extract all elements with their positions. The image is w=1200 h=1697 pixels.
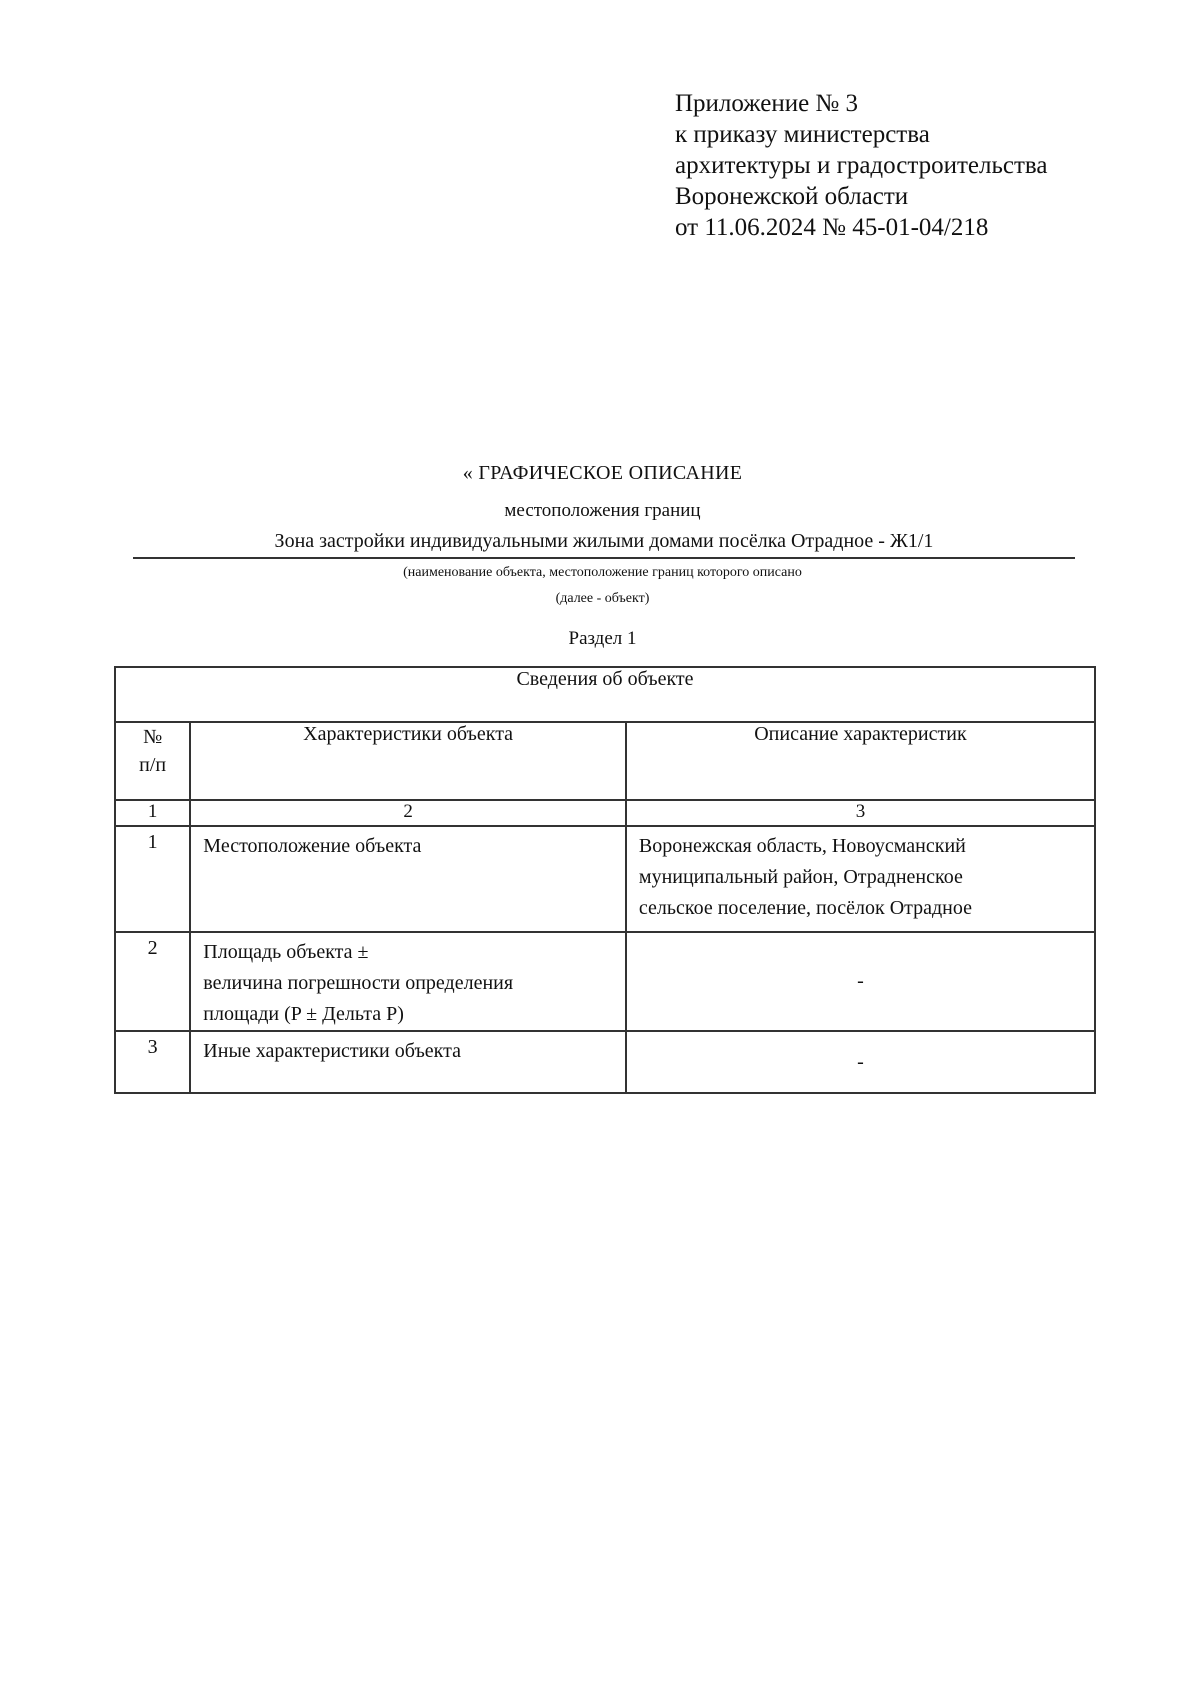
row-characteristic [190, 1031, 626, 1093]
document-subtitle: местоположения границ [504, 500, 701, 521]
text-line: Воронежская область, Новоусманский [638, 835, 966, 857]
appendix-line: от 11.06.2024 № 45-01-04/218 [675, 214, 989, 241]
text-line: - [857, 1050, 864, 1073]
column-header-characteristics: Характеристики объекта [190, 722, 626, 800]
object-name-note-continued: (далее - объект) [555, 591, 650, 606]
row-description [626, 826, 1095, 932]
row-number: 1 [115, 826, 190, 932]
column-header-number-line: № [143, 726, 163, 748]
document-title: « ГРАФИЧЕСКОЕ ОПИСАНИЕ [462, 462, 743, 484]
object-info-table [114, 666, 1096, 1094]
row-number: 3 [115, 1031, 190, 1093]
row-characteristic [190, 932, 626, 1031]
text-line: Иные характеристики объекта [203, 1040, 461, 1062]
row-description [626, 1031, 1095, 1093]
column-header-description: Описание характеристик [626, 722, 1095, 800]
row-characteristic [190, 826, 626, 932]
text-line: - [857, 970, 864, 992]
column-header-number [115, 722, 190, 800]
column-numbers-row [115, 800, 1095, 826]
table-row [115, 932, 1095, 1031]
column-number: 3 [626, 800, 1095, 826]
text-line: сельское поселение, посёлок Отрадное [638, 897, 973, 919]
text-line: Площадь объекта ± [203, 941, 369, 963]
object-name-note: (наименование объекта, местоположение границ которого описано [403, 565, 802, 580]
column-number: 2 [190, 800, 626, 826]
appendix-line: к приказу министерства [675, 121, 930, 148]
appendix-line: Приложение № 3 [675, 90, 859, 117]
section-label: Раздел 1 [568, 628, 637, 649]
text-line: муниципальный район, Отрадненское [638, 866, 963, 888]
column-header-number-line: п/п [139, 754, 167, 776]
table-caption: Сведения об объекте [115, 667, 1095, 722]
table-row [115, 1031, 1095, 1093]
appendix-line: архитектуры и градостроительства [675, 152, 1048, 179]
table-caption-row [115, 667, 1095, 722]
row-description [626, 932, 1095, 1031]
text-line: Местоположение объекта [203, 835, 422, 857]
table-header-row [115, 722, 1095, 800]
object-name: Зона застройки индивидуальными жилыми домами посёлка Отрадное - Ж1/1 [133, 530, 1075, 559]
text-line: площади (P ± Дельта P) [203, 1003, 404, 1025]
text-line: величина погрешности определения [203, 972, 514, 994]
title-block [130, 0, 1075, 660]
row-number: 2 [115, 932, 190, 1031]
appendix-line: Воронежской области [675, 183, 909, 210]
column-number: 1 [115, 800, 190, 826]
table-row [115, 826, 1095, 932]
